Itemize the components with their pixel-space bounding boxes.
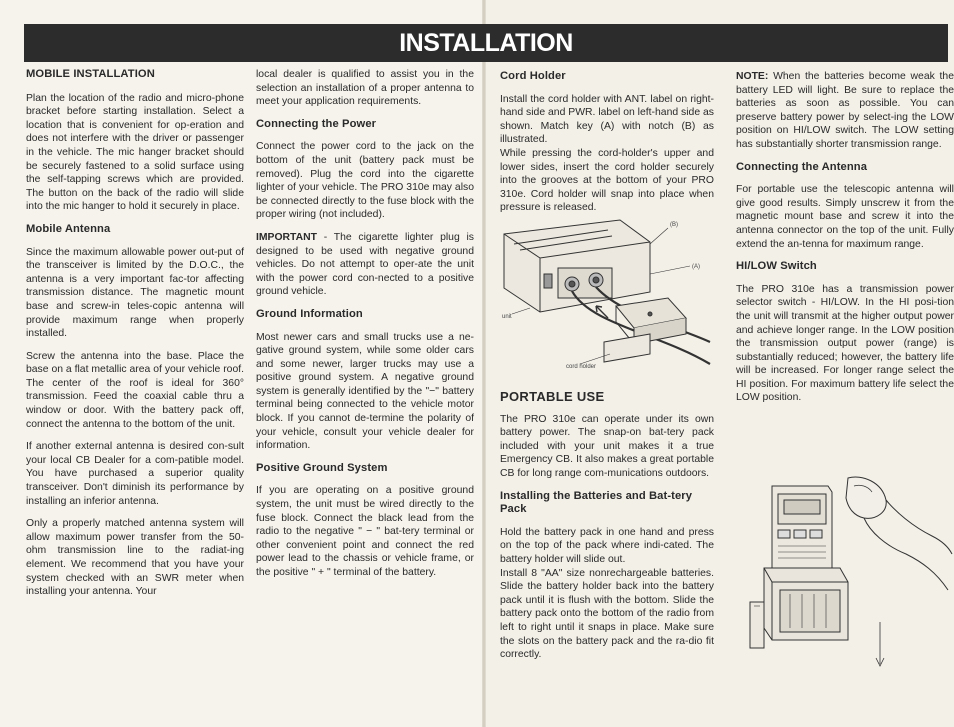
- label-cord-holder: cord holder: [566, 364, 597, 370]
- label-a: (A): [692, 264, 700, 270]
- paragraph-note: [736, 70, 954, 152]
- installation-banner: [24, 24, 948, 62]
- label-b: (B): [670, 222, 678, 228]
- column-mobile-installation: [26, 68, 244, 608]
- note-label: NOTE:: [736, 71, 769, 82]
- portable-section: [500, 390, 714, 671]
- paragraph-cord-holder-install: Install the cord holder with ANT. label on right-hand side and PWR. label on left-hand side as shown. Match key (A) with notch (B) as illustrated.: [500, 93, 714, 146]
- paragraph-cord-holder-insert: While pressing the cord-holder's upper and lower sides, insert the cord holder securely into the grooves at the bottom of your PRO 310e. Cord holder will snap into place when pressure is released.: [500, 147, 714, 214]
- paragraph-battery-pack-open: Hold the battery pack in one hand and press on the top of the pack where indi-cated. The battery holder will slide out.: [500, 526, 714, 565]
- paragraph-battery-install: Install 8 "AA" size nonrechargeable batteries. Slide the battery holder back into the battery pack until it is flush with the bottom. Slide the battery pack onto the bottom of the radio from left to right until it snaps in place. Make sure the slots on the battery pack and the ra-dio fit correctly.: [500, 567, 714, 661]
- battery-pack-illustration: [736, 472, 954, 682]
- column-power-ground: [256, 68, 474, 589]
- paragraph-external-antenna: If another external antenna is desired con-sult your local CB Dealer for a com-patible model. You have purchased a superior quality transceiver. Don't diminish its performance by installing an inferior antenna.: [26, 441, 244, 507]
- paragraph-dealer: local dealer is qualified to assist you in the selection an installation of a proper antenna to meet your application requirements.: [256, 69, 474, 108]
- paragraph-ground-info: Most newer cars and small trucks use a ne-gative ground system, while some older cars and some newer, larger trucks may use a positive ground system. A negative ground system is generally identified by the "−" battery terminal being connected to the vehicle motor block. If you cannot de-termine the polarity of your vehicle, consult your vehicle dealer for information.: [256, 331, 474, 452]
- note-text: When the batteries become weak the battery LED will light. Be sure to replace the batteries as soon as possible. You can preserve battery power by select-ing the LOW position on HI/LOW switch. The LOW setting has substantially shorter transmission range.: [736, 71, 954, 150]
- column-note-antenna-switch: [736, 70, 954, 414]
- paragraph-portable-use: The PRO 310e can operate under its own battery power. The snap-on bat-tery pack included with your unit makes it a true Emergency CB. It also makes a great portable CB for long range com-munications outdoors.: [500, 413, 714, 479]
- paragraph-hi-low: The PRO 310e has a transmission power selector switch - HI/LOW. In the HI posi-tion the unit will transmit at the higher output power and achieve longer range. In the LOW position the transmission output power (range) is substantially reduced; however, the battery life will be increased. For longer range select the HI position. For maximum battery life select the LOW position.: [736, 283, 954, 404]
- important-label: IMPORTANT: [256, 231, 317, 243]
- important-text: - The cigarette lighter plug is designed to be used with negative ground vehicles. Do not attempt to oper-ate the unit with the power cord con-nected to a positive ground vehicle.: [256, 231, 474, 298]
- banner-title: INSTALLATION: [399, 28, 573, 57]
- paragraph-mic-bracket: Plan the location of the radio and micro-phone bracket before starting installation. Select a location that is convenient for op-eration and does not interfere with the driver or passenger in the vehicle. The mic hanger bracket should be securely fastened to a solid surface using the self-tapping screws which are provided. The button on the back of the radio will slide into the mic hanger to hold it securely in place.: [26, 92, 244, 213]
- cord-holder-illustration: [500, 214, 714, 378]
- paragraph-power-cord: Connect the power cord to the jack on the bottom of the unit (battery pack must be removed). Plug the cord into the cigarette lighter of your vehicle. The PRO 310e may also be connected directly to the fuse block with the proper wiring (not included).: [256, 141, 474, 221]
- paragraph-telescopic-antenna: For portable use the telescopic antenna will give good results. Simply unscrew it from the magnetic mount base and screw it into the antenna connector on the top of the unit. Fully extend the an-tenna for maximum range.: [736, 184, 954, 250]
- column-cord-portable: [500, 70, 714, 661]
- heading-installing-batteries: Installing the Batteries and Bat-tery Pack: [500, 489, 693, 516]
- heading-positive-ground: Positive Ground System: [256, 461, 388, 474]
- heading-connecting-antenna: Connecting the Antenna: [736, 160, 868, 173]
- paragraph-antenna-power: Since the maximum allowable power out-put of the transceiver is limited by the D.O.C., the antenna is a very important fac-tor affecting transmission distance. The magnetic mount base and screw-in teles-copic antenna will provide maximum range when properly installed.: [26, 246, 244, 340]
- label-unit: unit: [502, 314, 512, 320]
- heading-cord-holder: Cord Holder: [500, 70, 566, 82]
- heading-portable-use: PORTABLE USE: [500, 389, 605, 404]
- page-fold: [482, 0, 486, 727]
- paragraph-matched-antenna: Only a properly matched antenna system will allow maximum power transfer from the 50-ohm transmission line to the radiat-ing element. We recommend that you have your system checked with an SWR meter when installing your antenna. Your: [26, 518, 244, 598]
- heading-mobile-antenna: Mobile Antenna: [26, 222, 111, 235]
- paragraph-important: [256, 231, 474, 299]
- heading-connecting-power: Connecting the Power: [256, 117, 377, 130]
- paragraph-antenna-mount: Screw the antenna into the base. Place the base on a flat metallic area of your vehicle roof. The center of the roof is ideal for 360° transmission. Feed the coaxial cable thru a window or door. With the battery pack off, connect the antenna to the bottom of the unit.: [26, 350, 244, 430]
- heading-hi-low-switch: HI/LOW Switch: [736, 260, 817, 273]
- heading-mobile-installation: MOBILE INSTALLATION: [26, 68, 155, 80]
- paragraph-positive-ground: If you are operating on a positive ground system, the unit must be wired directly to the fuse block. Connect the black lead from the radio to the negative " − " bat-tery terminal or other convenient point and connect the red power lead to the chassis or vehicle frame, or the positive " + " terminal of the battery.: [256, 485, 474, 578]
- heading-ground-information: Ground Information: [256, 307, 363, 320]
